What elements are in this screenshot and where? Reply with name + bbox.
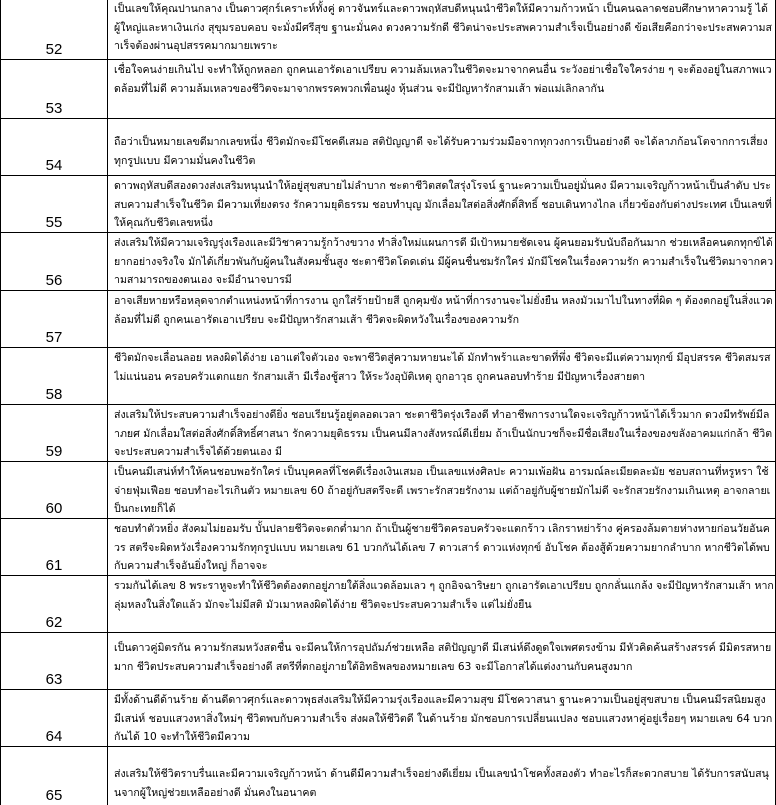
row-number-cell[interactable]: 59 (1, 405, 108, 461)
row-number-cell[interactable]: 56 (1, 233, 108, 290)
row-number-cell[interactable]: 64 (1, 690, 108, 746)
row-text-cell[interactable]: ชีวิตมักจะเลื่อนลอย หลงผิดได้ง่าย เอาแต่ใจตัวเอง จะพาชีวิตสู่ความหายนะได้ มักทำพร้าและขาดที่พึ่ง ชีวิตจะมีแต่ความทุกข์ มีอุปสรรค ชีวิตสมรสไม่แน่นอน ครอบครัวแตกแยก รักสามเส้า มีเรื่องชู้สาว ให้ระวังอุบัติเหตุ ถูกอาวุธ ถูกคนลอบทำร้าย มีปัญหาเรื่องสายตา (114, 352, 771, 383)
table-row[interactable] (0, 633, 776, 690)
row-number-cell[interactable]: 53 (1, 60, 108, 118)
row-text-cell[interactable]: ดาวพฤหัสบดีสองดวงส่งเสริมหนุนนำให้อยู่สุขสบายไม่ลำบาก ชะตาชีวิตสดใสรุ่งโรจน์ ฐานะความเป็นอยู่มั่นคง มีความเจริญก้าวหน้าเป็นลำดับ ประสบความสำเร็จในชีวิต มีความเที่ยงตรง รักความยุติธรรม ชอบทำบุญ มักเลื่อมใสต่อสิ่งศักดิ์สิทธิ์ ชอบเดินทางไกล เกี่ยวข้องกับต่างประเทศ เป็นเลขที่ให้คุณกับชีวิตเลขหนึ่ง (114, 180, 772, 229)
row-text-cell[interactable]: เป็นดาวคู่มิตรกัน ความรักสมหวังสดชื่น จะมีคนให้การอุปถัมภ์ช่วยเหลือ สติปัญญาดี มีเสน่ห์ดึงดูดใจเพศตรงข้าม มีหัวคิดค้นสร้างสรรค์ มีมิตรสหายมาก ชีวิตประสบความสำเร็จอย่างดี สตรีที่ตกอยู่ภายใต้อิทธิพลของหมายเลข 63 จะมีโอกาสได้แต่งงานกับคนสูงมาก (114, 642, 772, 673)
row-text-cell[interactable]: เชื่อใจคนง่ายเกินไป จะทำให้ถูกหลอก ถูกคนเอารัดเอาเปรียบ ความล้มเหลวในชีวิตจะมาจากคนอื่น ระวังอย่าเชื่อใจใครง่าย ๆ จะต้องอยู่ในสภาพแวดล้อมที่ไม่ดี ความล้มเหลวของชีวิตจะมาจากพรรคพวกเพื่อนฝูง หุ้นส่วน จะมีปัญหารักสามเส้า พ่อแม่เลิกลากัน (114, 64, 772, 95)
table-row[interactable] (0, 519, 776, 576)
row-text-cell[interactable]: ชอบทำตัวหยิ่ง สังคมไม่ยอมรับ บั้นปลายชีวิตจะตกต่ำมาก ถ้าเป็นผู้ชายชีวิตครอบครัวจะแตกร้าว เลิกราหย่าร้าง คู่ครองล้มตายห่างหายก่อนวัยอันควร สตรีจะผิดหวังเรื่องความรักทุกรูปแบบ หมายเลข 61 บวกกันได้เลข 7 ดาวเสาร์ ดาวแห่งทุกข์ อับโชค ต้องสู้ด้วยความยากลำบาก หากชีวิตได้พบกับความสำเร็จอันยิ่งใหญ่ ก็อาจจะ (114, 523, 770, 572)
table-row[interactable] (0, 747, 776, 805)
row-number-cell[interactable]: 58 (1, 348, 108, 404)
table-row[interactable] (0, 0, 776, 60)
row-number-cell[interactable]: 62 (1, 576, 108, 632)
row-number-cell[interactable]: 60 (1, 462, 108, 518)
table-row[interactable] (0, 690, 776, 747)
row-text-cell[interactable]: อาจเสียหายหรือหลุดจากตำแหน่งหน้าที่การงาน ถูกใส่ร้ายป้ายสี ถูกคุมขัง หน้าที่การงานจะไม่ยั่งยืน หลงมัวเมาไปในทางที่ผิด ๆ ต้องตกอยู่ในสิ่งแวดล้อมที่ไม่ดี ถูกคนเอารัดเอาเปรียบ จะมีปัญหารักสามเส้า ชีวิตจะผิดหวังในเรื่องของความรัก (114, 295, 773, 326)
table-row[interactable] (0, 233, 776, 291)
table-row[interactable] (0, 576, 776, 633)
table-row[interactable] (0, 405, 776, 462)
row-number-cell[interactable]: 54 (1, 119, 108, 175)
row-number-cell[interactable]: 63 (1, 633, 108, 689)
row-number-cell[interactable]: 65 (1, 747, 108, 805)
table-row[interactable] (0, 119, 776, 176)
table-row[interactable] (0, 291, 776, 348)
row-number-cell[interactable]: 52 (1, 0, 108, 59)
row-number-cell[interactable]: 55 (1, 176, 108, 232)
row-text-cell[interactable]: รวมกันได้เลข 8 พระราหูจะทำให้ชีวิตต้องตกอยู่ภายใต้สิ่งแวดล้อมเลว ๆ ถูกอิจฉาริษยา ถูกเอารัดเอาเปรียบ ถูกกลั่นแกล้ง จะมีปัญหารักสามเส้า หากลุ่มหลงในสิ่งใดแล้ว มักจะไม่มีสติ มัวเมาหลงผิดได้ง่าย ชีวิตจะประสบความสำเร็จ แต่ไม่ยั่งยืน (114, 580, 774, 611)
row-text-cell[interactable]: ส่งเสริมให้มีความเจริญรุ่งเรืองและมีวิชาความรู้กว้างขวาง ทำสิ่งใหม่แผนการดี มีเป้าหมายชัดเจน ผู้คนยอมรับนับถือกันมาก ช่วยเหลือคนตกทุกข์ได้ยากอย่างจริงใจ มักได้เกี่ยวพันกับผู้คนในสังคมชั้นสูง ชะตาชีวิตโดดเด่น มีผู้คนชื่นชมรักใคร่ มักมีโชคในเรื่องความรัก ความสำเร็จในชีวิตมาจากความสามารถของตนเอง จะมีอำนาจบารมี (114, 237, 774, 286)
row-number-cell[interactable]: 57 (1, 291, 108, 347)
row-number-cell[interactable]: 61 (1, 519, 108, 575)
row-text-cell[interactable]: เป็นเลขให้คุณปานกลาง เป็นดาวศุกร์เคราะห์ทั้งคู่ ดาวจันทร์และดาวพฤหัสบดีหนุนนำชีวิตให้มีความก้าวหน้า เป็นคนฉลาดชอบศึกษาหาความรู้ ได้ผู้ใหญ่และหาเงินเก่ง สุขุมรอบคอบ จะมั่งมีศรีสุข ฐานะมั่นคง ดวงความรักดี ชีวิตน่าจะประสพความสำเร็จเป็นอย่างดี ข้อเสียคือกว่าจะประสพความสำเร็จต้องผ่านอุปสรรคมากมายเพราะ (114, 3, 773, 52)
row-text-cell[interactable]: มีทั้งด้านดีด้านร้าย ด้านดีดาวศุกร์และดาวพุธส่งเสริมให้มีความรุ่งเรืองและมีความสุข มีโชควาสนา ฐานะความเป็นอยู่สุขสบาย เป็นคนมีรสนิยมสูง มีเสน่ห์ ชอบแสวงหาสิ่งใหม่ๆ ชีวิตพบกับความสำเร็จ ส่งผลให้ชีวิตดี ในด้านร้าย มักชอบการเปลี่ยนแปลง ชอบแสวงหาคู่อยู่เรื่อยๆ หมายเลข 64 บวกกันได้ 10 จะทำให้ชีวิตมีความ (114, 694, 773, 743)
table-row[interactable] (0, 348, 776, 405)
row-text-cell[interactable]: เป็นคนมีเสน่ห์ทำให้คนชอบพอรักใคร่ เป็นบุคคลที่โชคดีเรื่องเงินเสมอ เป็นเลขแห่งศิลปะ ความเพ้อฝัน อารมณ์ละเมียดละมัย ชอบสถานที่หรูหรา ใช้จ่ายฟุ่มเฟือย ชอบทำอะไรเกินตัว หมายเลข 60 ถ้าอยู่กับสตรีจะดี เพราะรักสวยรักงาม แต่ถ้าอยู่กับผู้ชายมักไม่ดี จะรักสวยรักงามเกินเหตุ อาจกลายเป็นกะเทยก็ได้ (114, 466, 771, 515)
row-text-cell[interactable]: ส่งเสริมให้ประสบความสำเร็จอย่างดียิ่ง ชอบเรียนรู้อยู่ตลอดเวลา ชะตาชีวิตรุ่งเรืองดี ทำอาชีพการงานใดจะเจริญก้าวหน้าได้เร็วมาก ดวงมีทรัพย์มีลาภยศ มักเลื่อมใสต่อสิ่งศักดิ์สิทธิ์ศาสนา รักความยุติธรรม เป็นคนมีลางสังหรณ์ดีเยี่ยม ถ้าเป็นนักบวชก็จะมีชื่อเสียงในเรื่องของขลังอาคมแก่กล้า ชีวิตจะประสบความสำเร็จได้ด้วยตนเอง มี (114, 409, 773, 458)
row-text-cell[interactable]: ส่งเสริมให้ชีวิตราบรื่นและมีความเจริญก้าวหน้า ด้านดีมีความสำเร็จอย่างดีเยี่ยม เป็นเลขนำโชคทั้งสองตัว ทำอะไรก็สะดวกสบาย ได้รับการสนับสนุนจากผู้ใหญ่ช่วยเหลืออย่างดี มั่นคงในอนาคต (114, 768, 769, 799)
table-row[interactable] (0, 60, 776, 119)
table-row[interactable] (0, 462, 776, 519)
row-text-cell[interactable]: ถือว่าเป็นหมายเลขดีมากเลขหนึ่ง ชีวิตมักจะมีโชคดีเสมอ สติปัญญาดี จะได้รับความร่วมมือจากทุกวงการเป็นอย่างดี จะได้ลาภก้อนโตจากการเสี่ยงทุกรูปแบบ มีความมั่นคงในชีวิต (114, 136, 768, 167)
table-row[interactable] (0, 176, 776, 233)
